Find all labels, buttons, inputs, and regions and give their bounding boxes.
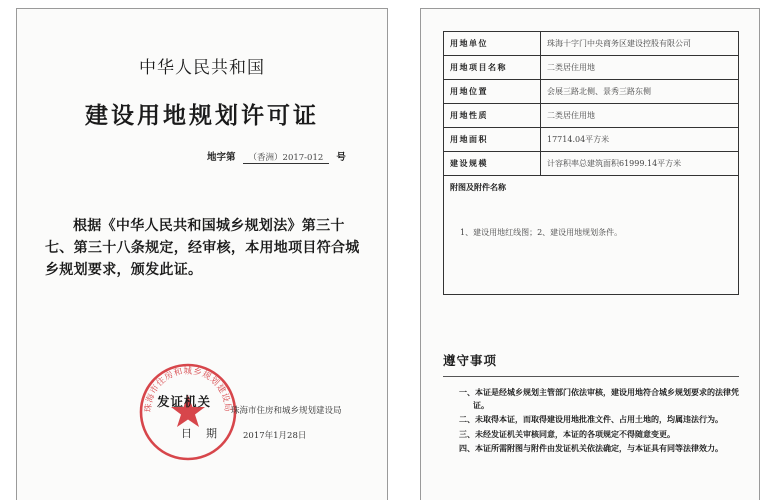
row-value-location: 会展三路北侧、景秀三路东侧: [541, 80, 739, 104]
table-row: [444, 104, 739, 128]
attachments-cell: [444, 176, 739, 295]
certificate-number: [207, 149, 346, 164]
certificate-body-text: 根据《中华人民共和国城乡规划法》第三十七、第三十八条规定，经审核，本用地项目符合城乡规划要求，颁发此证。: [45, 218, 360, 278]
row-value-project-name: 二类居住用地: [541, 56, 739, 80]
rules-list: [443, 387, 743, 458]
date-label: 日期: [181, 427, 231, 440]
row-label-land-nature: 用地性质: [444, 104, 541, 128]
table-row: [444, 80, 739, 104]
attachments-label: 附图及附件名称: [450, 183, 506, 192]
issuing-authority: 珠海市住房和城乡规划建设局: [231, 406, 342, 416]
rule-item: 二、未取得本证，而取得建设用地批准文件、占用土地的，均属违法行为。: [459, 415, 723, 424]
rule-item: 四、本证所需附图与附件由发证机关依法确定，与本证具有同等法律效力。: [459, 444, 723, 453]
table-row: [444, 56, 739, 80]
row-value-construction-scale: 计容积率总建筑面积61999.14平方米: [541, 152, 739, 176]
row-label-land-user: 用地单位: [444, 32, 541, 56]
land-info-table: [443, 31, 739, 295]
row-label-construction-scale: 建设规模: [444, 152, 541, 176]
certificate-title: 建设用地规划许可证: [85, 103, 319, 129]
rule-item: 一、本证是经城乡规划主管部门依法审核，建设用地符合城乡规划要求的法律凭证。: [459, 388, 739, 410]
issue-date: 2017年1月28日: [243, 431, 307, 441]
rule-item: 三、未经发证机关审核同意，本证的各项规定不得随意变更。: [459, 429, 675, 439]
country-name: 中华人民共和国: [139, 58, 265, 78]
table-row: [444, 128, 739, 152]
table-row: [444, 32, 739, 56]
table-row: [444, 152, 739, 176]
number-value: （香洲）2017-012: [243, 151, 330, 164]
row-label-project-name: 用地项目名称: [444, 56, 541, 80]
official-seal-icon: [137, 361, 239, 463]
number-prefix: 地字第: [207, 152, 236, 163]
row-label-location: 用地位置: [444, 80, 541, 104]
rules-divider: [443, 376, 739, 377]
certificate-left-page: [16, 8, 388, 500]
row-label-land-area: 用地面积: [444, 128, 541, 152]
row-value-land-area: 17714.04平方米: [541, 128, 739, 152]
row-value-land-nature: 二类居住用地: [541, 104, 739, 128]
table-row: [444, 176, 739, 295]
row-value-land-user: 珠海十字门中央商务区建设控股有限公司: [541, 32, 739, 56]
attachments-list: 1、建设用地红线图；2、建设用地规划条件。: [460, 228, 623, 237]
certificate-right-page: [420, 8, 760, 500]
rules-title: 遵守事项: [443, 353, 498, 368]
issuing-authority-label: 发证机关: [157, 394, 212, 409]
seal-arc-text: 珠海市住房和城乡规划建设局: [143, 366, 233, 413]
number-suffix: 号: [336, 152, 346, 163]
